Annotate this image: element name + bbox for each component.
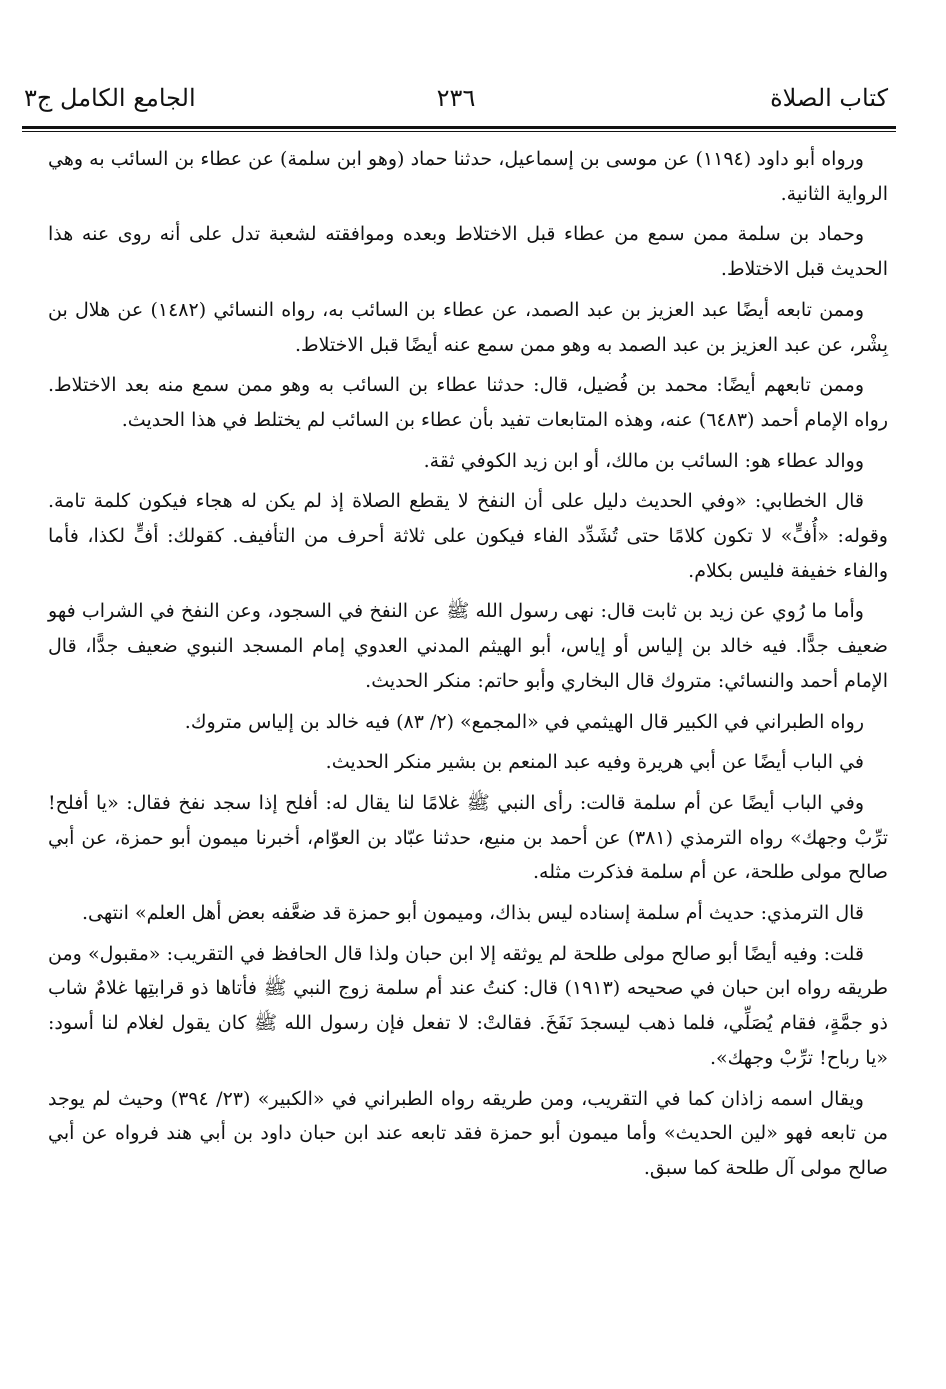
series-title: الجامع الكامل ج٣ (24, 84, 196, 112)
header-rule-thick (22, 126, 896, 129)
paragraph: وحماد بن سلمة ممن سمع من عطاء قبل الاختلاط وبعده وموافقته لشعبة تدل على أنه روى عنه هذا الحديث قبل الاختلاط. (48, 223, 888, 281)
running-header (24, 84, 888, 124)
paragraph: وممن تابعهم أيضًا: محمد بن فُضيل، قال: حدثنا عطاء بن السائب به وهو ممن سمع منه بعد الاختلاط. رواه الإمام أحمد (٦٤٨٣) عنه، وهذه المتابعات تفيد بأن عطاء بن السائب لم يختلط في هذا الحديث. (48, 374, 888, 431)
paragraph: قال الخطابي: «وفي الحديث دليل على أن النفخ لا يقطع الصلاة إذ لم يكن له هجاء فيكون كلمة تامة. وقوله: «أُفٍّ» لا تكون كلامًا حتى تُشَدِّد الفاء فيكون على ثلاثة أحرف من التأفيف. كقولك: أفٍّ لكذا، فأما والفاء خفيفة فليس بكلام. (48, 490, 888, 582)
header-rule-thin (22, 131, 896, 132)
paragraph: رواه الطبراني في الكبير قال الهيثمي في «المجمع» (٢/ ٨٣) فيه خالد بن إلياس متروك. (184, 710, 864, 733)
paragraph: في الباب أيضًا عن أبي هريرة وفيه عبد المنعم بن بشير منكر الحديث. (325, 751, 864, 774)
page-number: ٢٣٦ (436, 84, 476, 112)
paragraph: ووالد عطاء هو: السائب بن مالك، أو ابن زيد الكوفي ثقة. (423, 449, 864, 472)
paragraph: قال الترمذي: حديث أم سلمة إسناده ليس بذاك، وميمون أبو حمزة قد ضعَّفه بعض أهل العلم» انتهى. (81, 902, 864, 925)
paragraph: ويقال اسمه زاذان كما في التقريب، ومن طريقه رواه الطبراني في «الكبير» (٢٣/ ٣٩٤) وحيث لم يوجد من تابعه فهو «لين الحديث» وأما ميمون أبو حمزة فقد تابعه عند ابن حبان داود بن أبي هند فرواه عن أبي صالح مولى آل طلحة كما سبق. (48, 1087, 888, 1179)
paragraph: ورواه أبو داود (١١٩٤) عن موسى بن إسماعيل، حدثنا حماد (وهو ابن سلمة) عن عطاء بن السائب به وهي الرواية الثانية. (48, 148, 888, 205)
paragraph: قلت: وفيه أيضًا أبو صالح مولى طلحة لم يوثقه إلا ابن حبان ولذا قال الحافظ في التقريب: «مقبول» ومن طريقه رواه ابن حبان في صحيحه (١٩١٣) قال: كنتُ عند أم سلمة زوج النبي ﷺ فأتاها ذو قرابتِها غلامٌ شاب ذو جمَّةٍ، فقام يُصَلِّي، فلما ذهب ليسجدَ نَفَخَ. فقالتْ: لا تفعل فإن رسول الله ﷺ كان يقول لغلام لنا أسود: «يا رباح! ترِّبْ وجهك». (48, 942, 888, 1069)
paragraph: وأما ما رُوي عن زيد بن ثابت قال: نهى رسول الله ﷺ عن النفخ في السجود، وعن النفخ في الشراب فهو ضعيف جدًّا. فيه خالد بن إلياس أو إياس، أبو الهيثم المدني العدوي إمام المسجد النبوي ضعيف جدًّا، قال الإمام أحمد والنسائي: متروك قال البخاري وأبو حاتم: منكر الحديث. (48, 600, 888, 692)
paragraph: وفي الباب أيضًا عن أم سلمة قالت: رأى النبي ﷺ غلامًا لنا يقال له: أفلح إذا سجد نفخ فقال: «يا أفلح! ترِّبْ وجهك» رواه الترمذي (٣٨١) عن أحمد بن منيع، حدثنا عبّاد بن العوّام، أخبرنا ميمون أبو حمزة، عن أبي صالح مولى طلحة، عن أم سلمة فذكرت مثله. (48, 791, 888, 884)
paragraph: وممن تابعه أيضًا عبد العزيز بن عبد الصمد، عن عطاء بن السائب به، رواه النسائي (١٤٨٢) عن هلال بن بِشْر، عن عبد العزيز بن عبد الصمد به وهو ممن سمع عنه أيضًا قبل الاختلاط. (48, 298, 888, 356)
page-body (48, 142, 888, 1192)
book-title: كتاب الصلاة (770, 84, 888, 112)
